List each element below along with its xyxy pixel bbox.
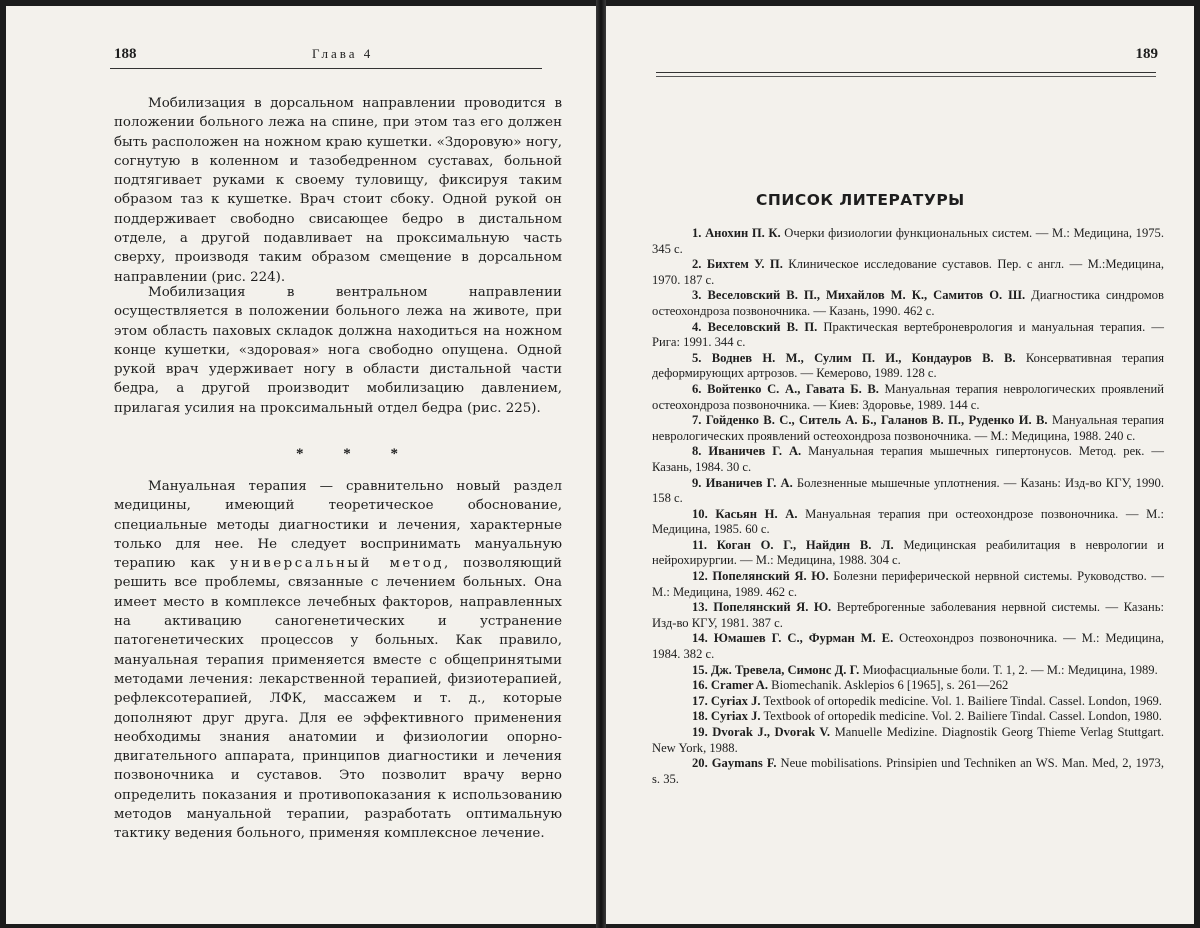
paragraph-3-part-1: Мануальная терапия — сравнительно новый раздел медицины, имеющий теоретическое обоснование, специальные методы диагностики и лечения, характерные только для нее. Не следует воспринимать мануальную терапию как xyxy=(114,479,562,572)
reference-item xyxy=(652,678,1164,694)
reference-item xyxy=(652,538,1164,569)
reference-text: Мануальная терапия мышечных гипертонусов. Метод. рек. — Казань, 1984. 30 с. xyxy=(652,444,1164,474)
reference-text: Консервативная терапия деформирующих артрозов. — Кемерово, 1989. 128 с. xyxy=(652,350,1164,381)
paragraph-1 xyxy=(114,94,562,287)
reference-authors: 17. Cyriax J. xyxy=(692,693,761,708)
reference-authors: 2. Бихтем У. П. xyxy=(692,257,783,272)
paragraph-2 xyxy=(114,283,562,418)
reference-text: Мануальная терапия неврологических проявлений остеохондроза позвоночника. — Киев: Здоровье, 1989. 144 с. xyxy=(652,381,1164,412)
reference-authors: 18. Cyriax J. xyxy=(692,709,761,724)
reference-item xyxy=(652,444,1164,475)
reference-item xyxy=(652,351,1164,382)
reference-authors: 16. Cramer A. xyxy=(692,678,769,693)
reference-authors: 5. Воднев Н. М., Сулим П. И., Кондауров В. В. xyxy=(692,350,1016,365)
reference-item xyxy=(652,226,1164,257)
reference-text: Остеохондроз позвоночника. — М.: Медицина, 1984. 382 с. xyxy=(652,631,1164,662)
reference-text: Textbook of ortopedik medicine. Vol. 1. Bailiere Tindal. Cassel. London, 1969. xyxy=(760,693,1162,708)
reference-authors: 20. Gaymans F. xyxy=(692,756,777,771)
reference-authors: 3. Веселовский В. П., Михайлов М. К., Самитов О. Ш. xyxy=(692,288,1026,303)
section-separator: * * * xyxy=(296,446,416,462)
reference-authors: 13. Попелянский Я. Ю. xyxy=(692,600,832,615)
book-gutter xyxy=(596,0,606,928)
paragraph-3-text xyxy=(114,477,562,844)
reference-authors: 14. Юмашев Г. С., Фурман М. Е. xyxy=(692,631,894,646)
paragraph-2-text: Мобилизация в вентральном направлении осуществляется в положении больного лежа на животе, при этом область паховых складок должна находиться на ножном конце кушетки, «здоровая» нога свободно опущена. Одной рукой врач удерживает ногу в области дистальной части бедра, а другой производит мобилизацию давлением, прилагая усилия на проксимальный отдел бедра (рис. 225). xyxy=(114,285,562,416)
reference-text: Клиническое исследование суставов. Пер. с англ. — М.:Медицина, 1970. 187 с. xyxy=(652,257,1164,287)
reference-item xyxy=(652,288,1164,319)
reference-item xyxy=(652,709,1164,725)
reference-authors: 7. Гойденко В. С., Ситель А. Б., Галанов В. П., Руденко И. В. xyxy=(692,413,1048,428)
reference-text: Manuelle Medizine. Diagnostik Georg Thieme Verlag Stuttgart. New York, 1988. xyxy=(652,725,1164,755)
page-number-right: 189 xyxy=(1135,46,1158,62)
reference-text: Диагностика синдромов остеохондроза позвоночника. — Казань, 1990. 462 с. xyxy=(652,288,1164,318)
reference-authors: 15. Дж. Тревела, Симонс Д. Г. xyxy=(692,662,860,677)
left-page xyxy=(6,6,596,924)
paragraph-1-text: Мобилизация в дорсальном направлении проводится в положении больного лежа на спине, при этом таз его должен быть расположен на ножном краю кушетки. «Здоровую» ногу, согнутую в коленном и тазобедренном суставах, больной подтягивает руками к своему туловищу, фиксируя таким образом таз к кушетке. Врач стоит сбоку. Одной рукой он поддерживает свободно свисающее бедро в дистальном отделе, а другой подавливает на проксимальную часть сверху, производя таким образом смещение в дорсальном направлении (рис. 224). xyxy=(114,96,562,285)
right-page xyxy=(606,6,1194,924)
reference-authors: 8. Иваничев Г. А. xyxy=(692,444,802,459)
reference-text: Мануальная терапия неврологических проявлений остеохондроза позвоночника. — М.: Медицина, 1988. 240 с. xyxy=(652,413,1164,443)
reference-text: Neue mobilisations. Prinsipien und Techniken an WS. Man. Med, 2, 1973, s. 35. xyxy=(652,756,1164,786)
reference-item xyxy=(652,257,1164,288)
reference-authors: 1. Анохин П. К. xyxy=(692,226,781,240)
reference-item xyxy=(652,413,1164,444)
paragraph-3-part-2: , позволяющий решить все проблемы, связанные с лечением больных. Она имеет место в комплексе лечебных факторов, направленных на активацию саногенетических и устранение патогенетических процессов у больных. Как правило, мануальная терапия применяется вместе с общепринятыми методами лечения: лекарственной терапией, физиотерапией, рефлексотерапией, ЛФК, массажем и т. д., которые дополняют друг друга. Для ее эффективного применения необходимы знания анатомии и физиологии опорно-двигательного аппарата, принципов диагностики и лечения позвоночника и суставов. Это позволит врачу верно определить показания и противопоказания к использованию методов мануальной терапии, разработать оптимальную тактику ведения больного, применяя комплексное лечение. xyxy=(114,556,562,842)
reference-text: Textbook of ortopedik medicine. Vol. 2. Bailiere Tindal. Cassel. London, 1980. xyxy=(760,709,1162,724)
reference-text: Очерки физиологии функциональных систем. — М.: Медицина, 1975. 345 с. xyxy=(652,226,1165,256)
references-list xyxy=(652,226,1164,787)
reference-item xyxy=(652,694,1164,710)
reference-authors: 4. Веселовский В. П. xyxy=(692,319,818,334)
reference-text: Практическая вертеброневрология и мануальная терапия. — Рига: 1991. 344 с. xyxy=(652,319,1164,350)
reference-text: Болезни периферической нервной системы. Руководство. — М.: Медицина, 1989. 462 с. xyxy=(652,569,1164,599)
reference-item xyxy=(652,663,1164,679)
reference-item xyxy=(652,507,1164,538)
reference-text: Миофасциальные боли. Т. 1, 2. — М.: Медицина, 1989. xyxy=(859,662,1158,677)
reference-authors: 10. Касьян Н. А. xyxy=(692,506,798,521)
reference-item xyxy=(652,320,1164,351)
references-title: СПИСОК ЛИТЕРАТУРЫ xyxy=(756,191,965,209)
reference-authors: 12. Попелянский Я. Ю. xyxy=(692,569,829,584)
reference-text: Медицинская реабилитация в неврологии и нейрохирургии. — М.: Медицина, 1988. 304 с. xyxy=(652,537,1164,568)
reference-text: Болезненные мышечные уплотнения. — Казань: Изд-во КГУ, 1990. 158 с. xyxy=(652,475,1164,506)
reference-authors: 11. Коган О. Г., Найдин В. Л. xyxy=(692,537,894,552)
running-head: Глава 4 xyxy=(312,46,374,61)
reference-text: Вертеброгенные заболевания нервной системы. — Казань: Изд-во КГУ, 1981. 387 с. xyxy=(652,600,1164,630)
paragraph-3-spaced-phrase: универсальный метод xyxy=(229,556,444,572)
paragraph-3 xyxy=(114,477,562,844)
reference-authors: 9. Иваничев Г. А. xyxy=(692,475,793,490)
reference-item xyxy=(652,569,1164,600)
reference-authors: 19. Dvorak J., Dvorak V. xyxy=(692,725,831,739)
header-rule xyxy=(110,68,542,69)
reference-item xyxy=(652,756,1164,787)
page-number-left: 188 xyxy=(114,46,137,62)
reference-item xyxy=(652,725,1164,756)
header-rule xyxy=(656,72,1156,77)
reference-item xyxy=(652,631,1164,662)
reference-item xyxy=(652,600,1164,631)
reference-item xyxy=(652,476,1164,507)
reference-text: Мануальная терапия при остеохондрозе позвоночника. — М.: Медицина, 1985. 60 с. xyxy=(652,506,1164,537)
reference-text: Biomechanik. Asklepios 6 [1965], s. 261—262 xyxy=(768,678,1009,693)
reference-authors: 6. Войтенко С. А., Гавата Б. В. xyxy=(692,381,879,396)
reference-item xyxy=(652,382,1164,413)
